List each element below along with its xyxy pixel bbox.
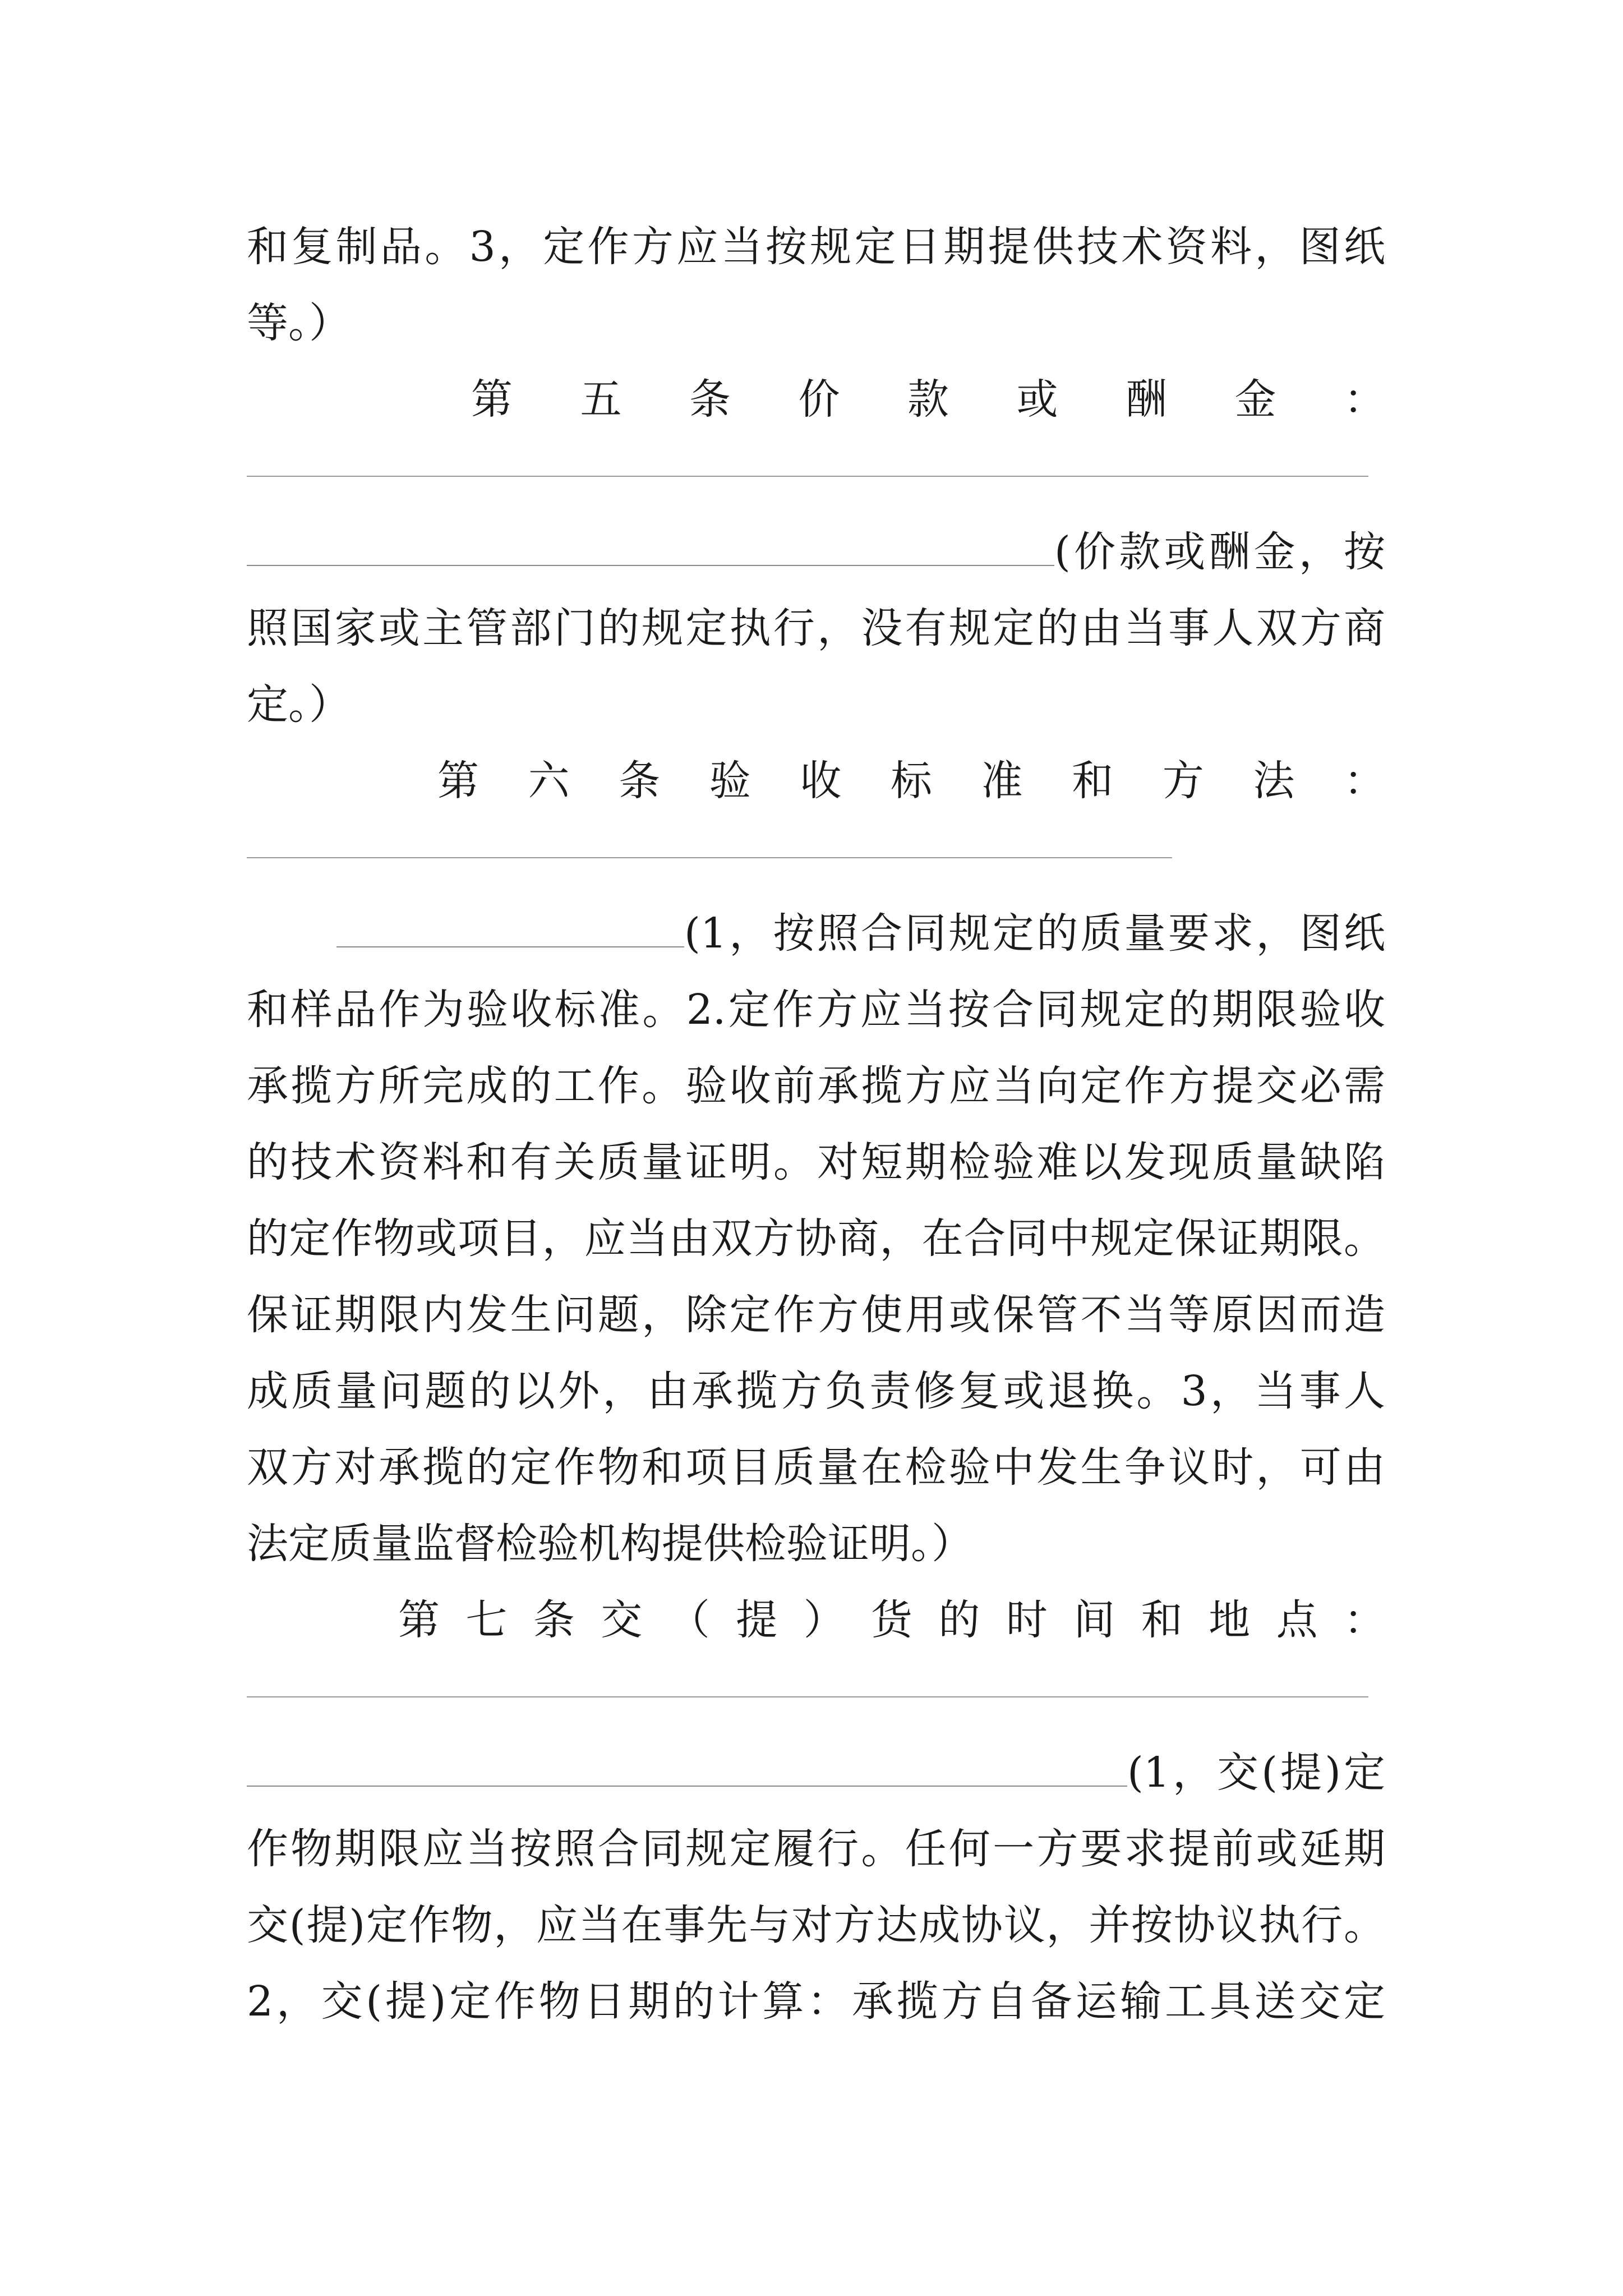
- blank-line: [247, 819, 1385, 895]
- text-line: 法定质量监督检验机构提供检验证明。）: [247, 1520, 973, 1568]
- text-line: 成质量问题的以外，由承揽方负责修复或退换。3，当事人: [247, 1367, 1385, 1415]
- fill-in-blank: [247, 531, 1054, 566]
- blank-line: [247, 438, 1385, 514]
- text-line: 交(提)定作物，应当在事先与对方达成协议，并按协议执行。: [247, 1901, 1385, 1949]
- text-line: 和复制品。3，定作方应当按规定日期提供技术资料，图纸: [247, 223, 1385, 271]
- article-6-heading: 第六条验收标准和方法：: [437, 757, 1385, 805]
- text-line: 定。）: [247, 680, 351, 729]
- text-line: 的定作物或项目，应当由双方协商，在合同中规定保证期限。: [247, 1214, 1385, 1263]
- text-line: 承揽方所完成的工作。验收前承揽方应当向定作方提交必需: [247, 1062, 1385, 1110]
- article-7-heading: 第七条交（提）货的时间和地点：: [398, 1596, 1385, 1644]
- text-line: 作物期限应当按照合同规定履行。任何一方要求提前或延期: [247, 1825, 1385, 1873]
- fill-in-blank: [247, 1752, 1127, 1787]
- text-line: 的技术资料和有关质量证明。对短期检验难以发现质量缺陷: [247, 1138, 1385, 1186]
- underline-rule: [247, 476, 1368, 477]
- article-6-tail-text: (1，按照合同规定的质量要求，图纸: [684, 909, 1385, 958]
- text-line: 双方对承揽的定作物和项目质量在检验中发生争议时，可由: [247, 1443, 1385, 1492]
- article-5-tail-text: (价款或酬金，按: [1054, 528, 1385, 576]
- fill-in-blank: [336, 913, 684, 947]
- underline-rule: [247, 1696, 1368, 1697]
- document-content: [247, 209, 1385, 2040]
- article-6-blank-row: [247, 895, 1385, 972]
- blank-line: [247, 1658, 1385, 1734]
- article-5-blank-row: [247, 514, 1385, 590]
- text-line: 2，交(提)定作物日期的计算：承揽方自备运输工具送交定: [247, 1977, 1385, 2026]
- article-7-tail-text: (1，交(提)定: [1127, 1749, 1385, 1797]
- text-line: 保证期限内发生问题，除定作方使用或保管不当等原因而造: [247, 1291, 1385, 1339]
- text-line: 等。）: [247, 299, 351, 347]
- text-line: 照国家或主管部门的规定执行，没有规定的由当事人双方商: [247, 604, 1385, 652]
- text-line: 和样品作为验收标准。2.定作方应当按合同规定的期限验收: [247, 986, 1385, 1034]
- underline-rule: [247, 857, 1172, 858]
- article-7-blank-row: [247, 1734, 1385, 1811]
- article-5-heading: 第五条价款或酬金：: [471, 375, 1385, 424]
